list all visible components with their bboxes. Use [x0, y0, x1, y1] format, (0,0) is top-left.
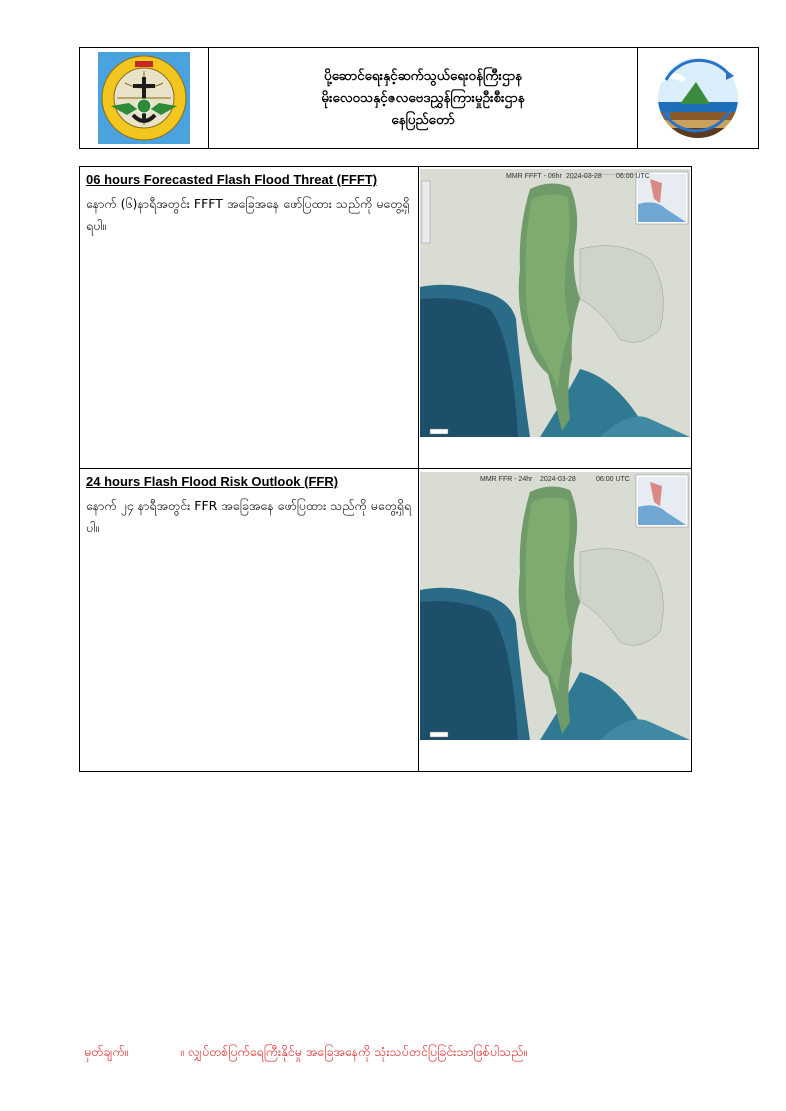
ffft-map-time: 06:00 UTC — [616, 173, 650, 180]
ffft-map-cell — [419, 167, 691, 468]
ffft-map-date: 2024-03-28 — [566, 173, 602, 180]
ministry-emblem-icon — [97, 51, 191, 145]
footer-text: ။ လျှပ်တစ်ပြက်ရေကြီးနိုင်မှု အခြေအနေကို သုံးသပ်တင်ပြခြင်းသာဖြစ်ပါသည်။ — [180, 1044, 528, 1059]
department-name: မိုးလေဝသနှင့်ဇလဗေဒညွှန်ကြားမှုဦးစီးဌာန — [321, 89, 525, 106]
ffft-map-product: MMR FFFT - 06hr — [506, 173, 562, 180]
ffr-text-cell — [80, 469, 419, 771]
ffft-text-cell — [80, 167, 419, 468]
footer-label: မှတ်ချက်။ — [84, 1044, 129, 1059]
ministry-name: ပို့ဆောင်ရေးနှင့်ဆက်သွယ်ရေးဝန်ကြီးဌာန — [324, 67, 522, 84]
forecast-table — [79, 166, 692, 772]
right-logo-cell — [638, 48, 758, 148]
ffr-map — [420, 472, 690, 740]
ffr-title: 24 hours Flash Flood Risk Outlook (FFR) — [86, 474, 339, 489]
ffft-row — [80, 167, 691, 469]
ffr-map-product: MMR FFR - 24hr — [480, 476, 533, 483]
ffr-map-cell — [419, 469, 691, 771]
header-title-block — [209, 48, 638, 148]
ffr-description: နောက် ၂၄ နာရီအတွင်း FFR အခြေအနေ ဖော်ပြထား သည်ကို မတွေ့ရှိရပါ။ — [86, 498, 412, 535]
document-header — [79, 47, 759, 149]
ffft-map — [420, 169, 690, 437]
ffft-description: နောက် (၆)နာရီအတွင်း FFFT အခြေအနေ ဖော်ပြထား သည်ကို မတွေ့ရှိရပါ။ — [86, 196, 410, 233]
hydrology-cycle-logo-icon — [650, 50, 746, 146]
footer-note — [84, 1044, 734, 1063]
ffr-row — [80, 469, 691, 771]
location-name: နေပြည်တော် — [391, 112, 455, 129]
ffr-map-time: 06:00 UTC — [596, 476, 630, 483]
left-logo-cell — [80, 48, 209, 148]
ffft-title: 06 hours Forecasted Flash Flood Threat (FFFT) — [86, 172, 378, 187]
ffr-map-date: 2024-03-28 — [540, 476, 576, 483]
